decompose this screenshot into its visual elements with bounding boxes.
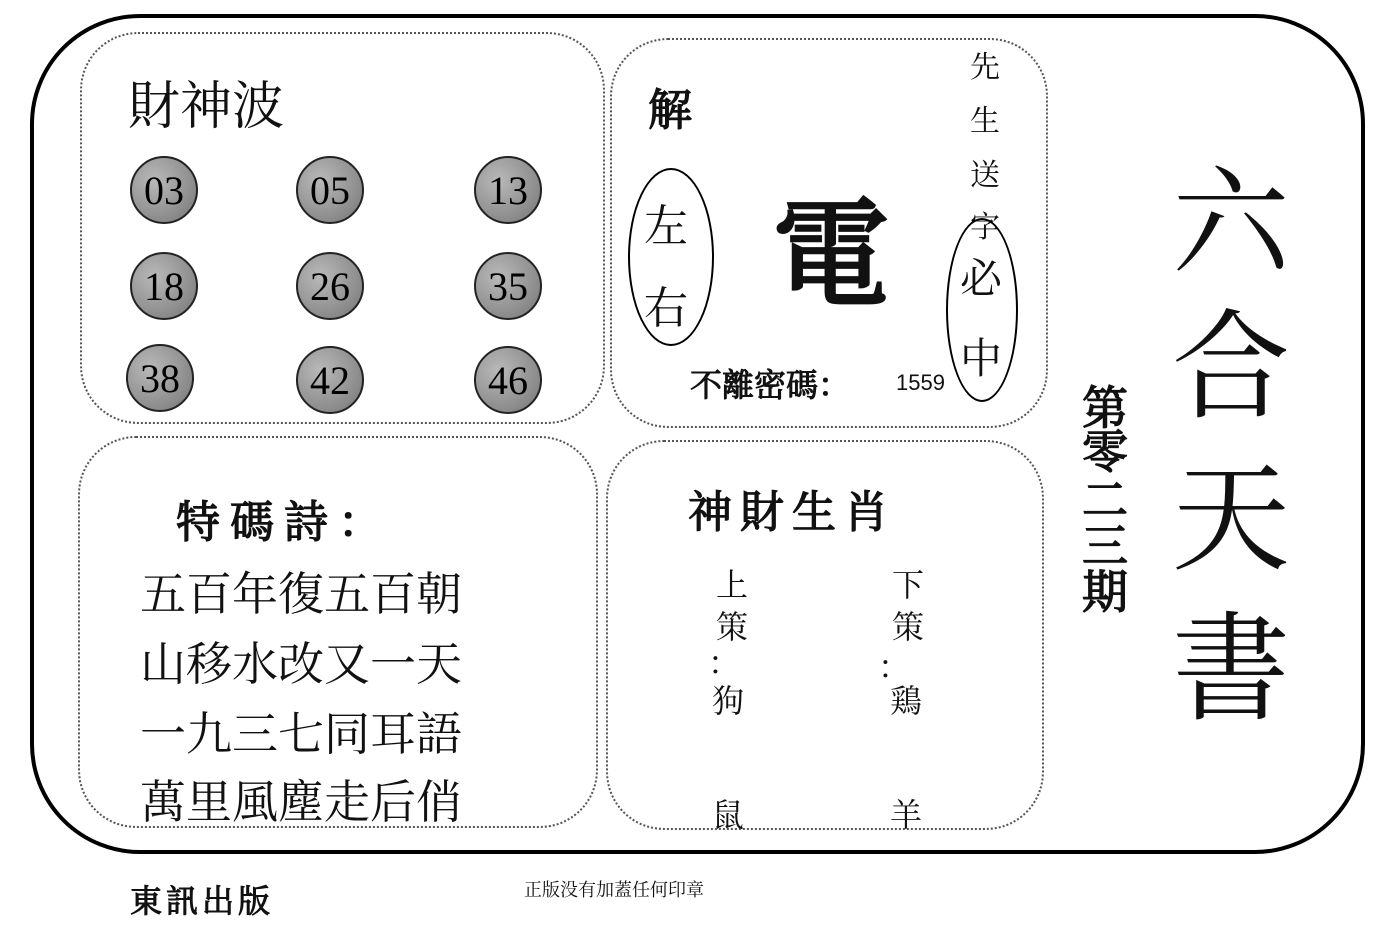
oval-left-char: 左 bbox=[644, 201, 688, 252]
number-ball: 18 bbox=[130, 252, 198, 320]
lower-animal: 鶏 bbox=[890, 682, 923, 720]
number-ball: 46 bbox=[474, 346, 542, 414]
issue-char: 三 bbox=[1082, 519, 1128, 573]
oval-right-char: 中 bbox=[960, 334, 1003, 383]
upper-animal: 鼠 bbox=[712, 796, 745, 834]
jie-label: 解 bbox=[648, 85, 692, 136]
number-ball: 05 bbox=[296, 156, 364, 224]
main-title-char: 書 bbox=[1172, 600, 1291, 738]
publisher: 東訊出版 bbox=[130, 882, 275, 920]
number-ball: 03 bbox=[130, 156, 198, 224]
poem-line: 一九三七同耳語 bbox=[140, 707, 462, 761]
issue-char: 零 bbox=[1082, 425, 1128, 479]
vertical-char: 生 bbox=[970, 104, 1000, 139]
buli-label: 不離密碼： bbox=[690, 366, 851, 404]
number-ball: 35 bbox=[474, 252, 542, 320]
lower-label-char: 策 bbox=[892, 608, 925, 646]
oval-right-char: 必 bbox=[960, 254, 1003, 303]
number-ball: 42 bbox=[296, 346, 364, 414]
poem-line: 萬里風塵走后俏 bbox=[140, 775, 462, 829]
main-title-char: 六 bbox=[1172, 154, 1291, 292]
buli-code: 1559 bbox=[896, 370, 945, 395]
main-title-char: 合 bbox=[1172, 298, 1291, 436]
poem-title: 特碼詩： bbox=[176, 497, 392, 548]
oval-left-char: 右 bbox=[644, 283, 688, 334]
main-title-char: 天 bbox=[1172, 450, 1291, 588]
issue-char: 二 bbox=[1082, 473, 1128, 527]
lower-label-char: 下 bbox=[892, 566, 925, 604]
upper-label-char: ： bbox=[708, 644, 741, 682]
number-ball: 38 bbox=[126, 344, 194, 412]
number-ball: 26 bbox=[296, 252, 364, 320]
vertical-char: 送 bbox=[970, 158, 1000, 193]
issue-char: 第 bbox=[1082, 381, 1128, 435]
poem-line: 山移水改又一天 bbox=[140, 637, 462, 691]
lower-animal: 羊 bbox=[890, 796, 923, 834]
number-ball: 13 bbox=[474, 156, 542, 224]
upper-label-char: 上 bbox=[716, 566, 749, 604]
main-char: 電 bbox=[772, 186, 891, 324]
notice: 正版没有加蓋任何印章 bbox=[524, 880, 704, 901]
zodiac-title: 神財生肖 bbox=[688, 487, 896, 538]
caishen-title: 財神波 bbox=[128, 77, 285, 137]
poem-line: 五百年復五百朝 bbox=[140, 567, 462, 621]
vertical-char: 字 bbox=[970, 210, 1000, 245]
vertical-char: 先 bbox=[970, 50, 1000, 85]
upper-animal: 狗 bbox=[712, 682, 745, 720]
upper-label-char: 策 bbox=[716, 608, 749, 646]
lower-label-char: ： bbox=[878, 648, 911, 686]
issue-char: 期 bbox=[1082, 565, 1128, 619]
